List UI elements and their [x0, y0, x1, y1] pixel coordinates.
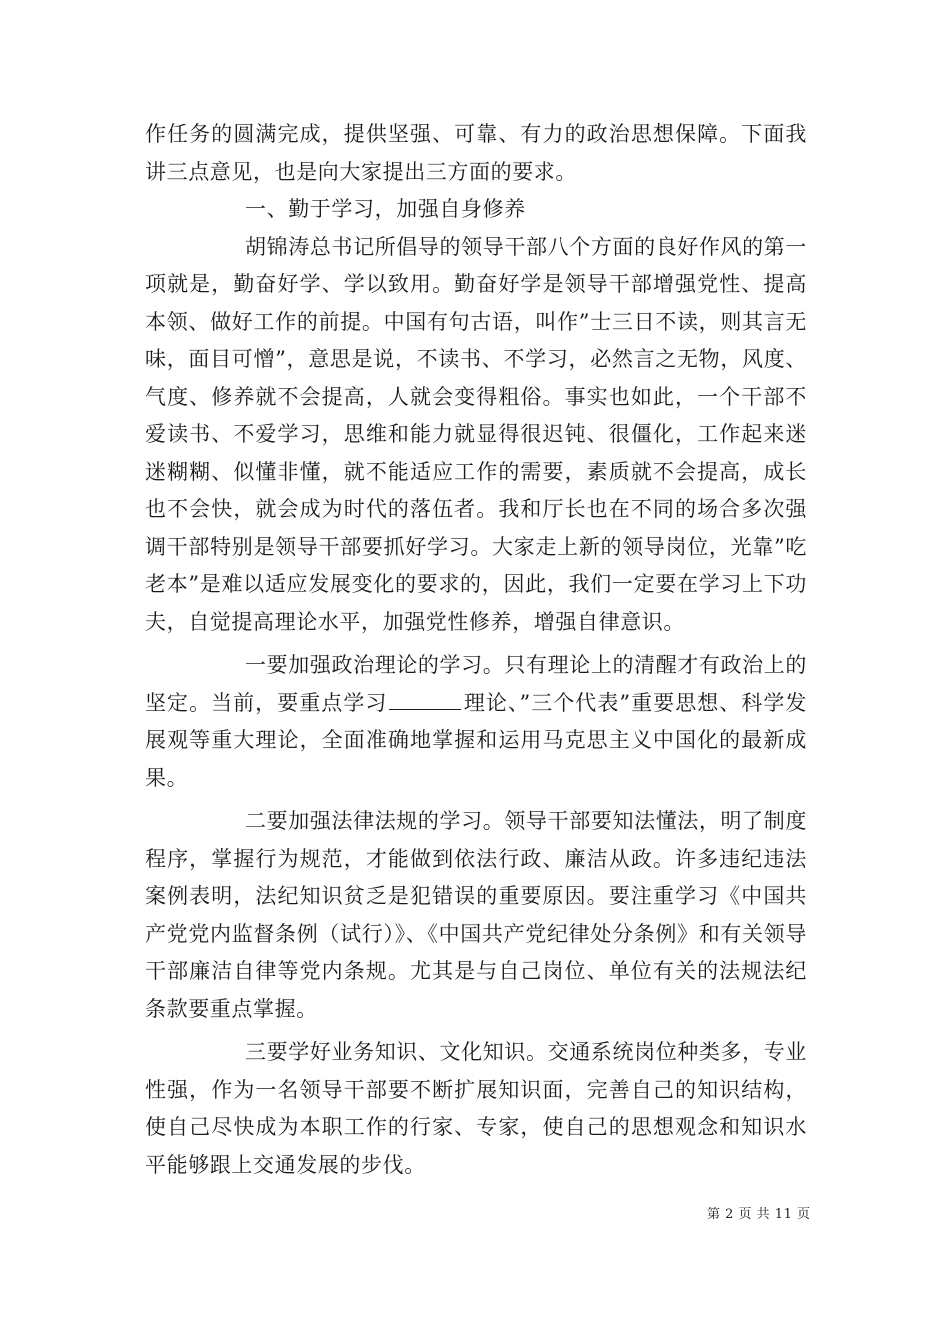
paragraph-political-theory — [145, 647, 807, 797]
paragraph-continued: 作任务的圆满完成，提供坚强、可靠、有力的政治思想保障。下面我讲三点意见，也是向大家提出三方面的要求。 — [145, 122, 807, 184]
paragraph-study-intro: 胡锦涛总书记所倡导的领导干部八个方面的良好作风的第一项就是，勤奋好学、学以致用。勤奋好学是领导干部增强党性、提高本领、做好工作的前提。中国有句古语，叫作”士三日不读，则其言无味，面目可憎”，意思是说，不读书、不学习，必然言之无物，风度、气度、修养就不会提高，人就会变得粗俗。事实也如此，一个干部不爱读书、不爱学习，思维和能力就显得很迟钝、很僵化，工作起来迷迷糊糊、似懂非懂，就不能适应工作的需要，素质就不会提高，成长也不会快，就会成为时代的落伍者。我和厅长也在不同的场合多次强调干部特别是领导干部要抓好学习。大家走上新的领导岗位，光靠”吃老本”是难以适应发展变化的要求的，因此，我们一定要在学习上下功夫，自觉提高理论水平，加强党性修养，增强自律意识。 — [145, 234, 807, 634]
redacted-blank — [389, 689, 461, 710]
paragraph-business-knowledge: 三要学好业务知识、文化知识。交通系统岗位种类多，专业性强，作为一名领导干部要不断扩展知识面，完善自己的知识结构，使自己尽快成为本职工作的行家、专家，使自己的思想观念和知识水平能够跟上交通发展的步伐。 — [145, 1040, 807, 1177]
page-number: 第 2 页 共 11 页 — [707, 1207, 811, 1222]
section-heading: 一、勤于学习，加强自身修养 — [245, 197, 526, 221]
document-body — [145, 116, 807, 1184]
paragraph-political-theory-part1: 一要加强政治理论的学习。只有理论上的清醒才有政治上的坚定。当前，要重点学习 — [145, 653, 807, 715]
paragraph-laws-regulations: 二要加强法律法规的学习。领导干部要知法懂法，明了制度程序，掌握行为规范，才能做到依法行政、廉洁从政。许多违纪违法案例表明，法纪知识贫乏是犯错误的重要原因。要注重学习《中国共产党党内监督条例（试行）》、《中国共产党纪律处分条例》和有关领导干部廉洁自律等党内条规。尤其是与自己岗位、单位有关的法规法纪条款要重点掌握。 — [145, 809, 807, 1021]
paragraph-political-theory-part2: 理论、”三个代表”重要思想、科学发展观等重大理论，全面准确地掌握和运用马克思主义中国化的最新成果。 — [145, 690, 807, 790]
